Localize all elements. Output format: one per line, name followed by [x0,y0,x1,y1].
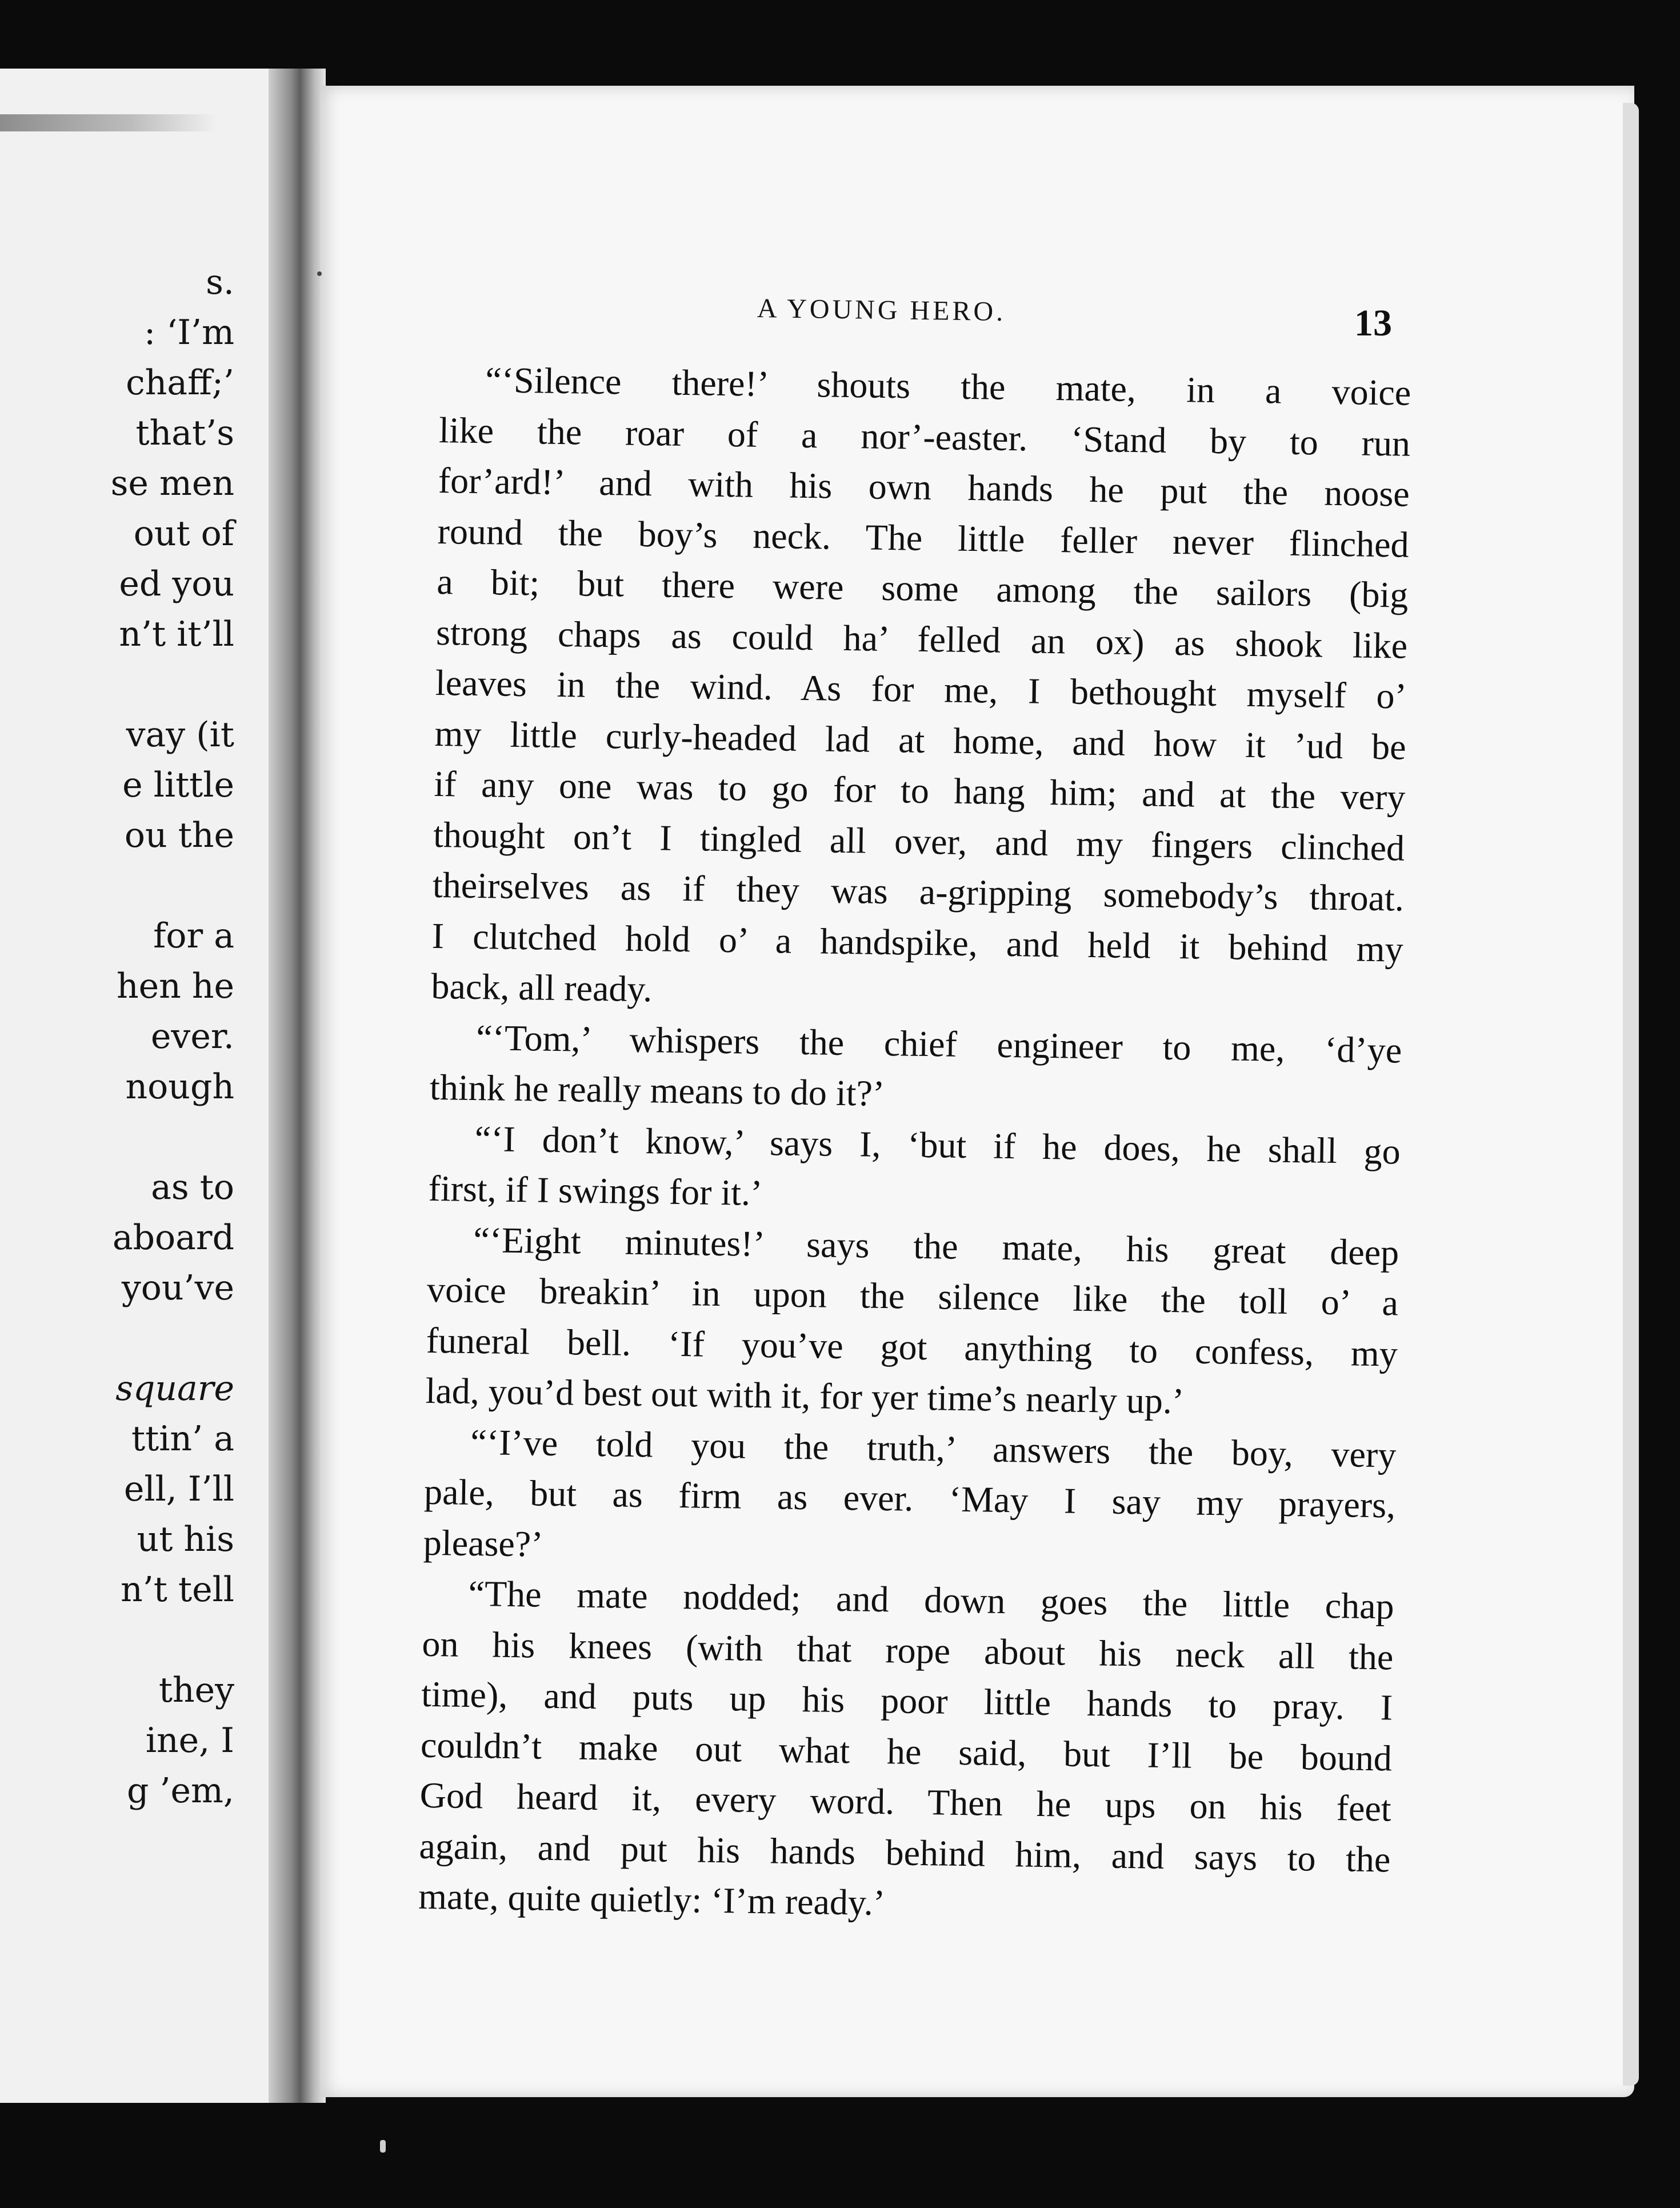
text-line: leaves in the wind. As for me, I bethought myself o’ [435,662,1407,717]
left-page-line [111,1112,234,1162]
text-line: lad, you’d best out with it, for yer time’s nearly up.’ [425,1370,1185,1422]
text-line: pale, but as firm as ever. ‘May I say my prayers, [423,1471,1396,1526]
left-page-line: chaff;’ [126,363,234,403]
scan-speck [380,2140,386,2153]
text-line: “‘Eight minutes!’ says the mate, his great deep [473,1219,1399,1273]
text-line: couldn’t make out what he said, but I’ll be bound [420,1724,1393,1778]
text-line: back, all ready. [431,965,653,1010]
text-line: on his knees (with that rope about his neck all the [422,1623,1394,1678]
text-line: I clutched hold o’ a handspike, and held it behind my [431,915,1404,970]
text-line: please?’ [423,1522,544,1565]
left-page-line: ed you [119,564,234,604]
left-page-line: they [158,1670,234,1710]
left-page-line: g ’em, [126,1771,234,1811]
book-gutter [269,69,326,2103]
left-page-line: ell, I’ll [123,1469,234,1509]
spine-mark [317,271,322,276]
left-page-line [111,1615,234,1665]
left-page-line: ine, I [145,1721,234,1761]
left-page-line: e little [122,765,234,805]
left-page-line: that’s [135,413,234,453]
text-line: “The mate nodded; and down goes the little chap [468,1573,1395,1627]
left-page-line [111,659,234,710]
text-line: strong chaps as could ha’ felled an ox) as shook like [435,611,1408,666]
text-line: for’ard!’ and with his own hands he put the noose [438,459,1410,514]
left-page-line: n’t it’ll [119,614,234,654]
left-page-line: s. [206,262,234,302]
page-number: 13 [1354,302,1392,344]
left-page-line [111,1313,234,1363]
text-line: God heard it, every word. Then he ups on his feet [419,1774,1392,1829]
text-line: “‘Tom,’ whispers the chief engineer to me, ‘d’ye [475,1017,1402,1071]
left-page-line: out of [133,514,234,554]
text-line: my little curly-headed lad at home, and how it ’ud be [434,713,1407,767]
text-line: time), and puts up his poor little hands to pray. I [421,1673,1393,1728]
left-page-line: for a [153,916,234,956]
text-line: round the boy’s neck. The little feller never flinched [437,510,1410,565]
text-line: think he really means to do it?’ [429,1066,885,1114]
text-line: “‘I’ve told you the truth,’ answers the boy, very [470,1421,1397,1475]
left-page-line: you’ve [121,1268,234,1308]
text-line: mate, quite quietly: ‘I’m ready.’ [418,1875,886,1923]
left-page-line: aboard [112,1218,234,1258]
left-page-line: ever. [150,1017,234,1057]
left-page-line: se men [110,463,234,503]
text-line: “‘Silence there!’ shouts the mate, in a voice [485,359,1411,413]
left-page-line: ut his [137,1519,234,1559]
text-line: first, if I swings for it.’ [428,1167,763,1214]
left-page-line: n’t tell [121,1570,234,1610]
left-page-line: ou the [124,815,234,855]
text-line: again, and put his hands behind him, and says to the [419,1825,1391,1879]
text-line: a bit; but there were some among the sailors (big [436,561,1409,615]
text-line: if any one was to go for to hang him; and at the very [434,763,1406,818]
left-page-line: nough [125,1067,234,1107]
left-page-line: ttin’ a [131,1419,234,1459]
left-page-line [111,861,234,911]
running-head: A YOUNG HERO. [757,293,1006,327]
text-line: voice breakin’ in upon the silence like the toll o’ a [426,1269,1399,1323]
left-page-line: as to [151,1167,234,1207]
left-page-line: : ‘I’m [143,313,234,353]
left-page-line: vay (it [126,715,234,755]
left-page-line: hen he [116,966,234,1006]
page-smudge [0,114,217,131]
text-line: funeral bell. ‘If you’ve got anything to confess, my [426,1319,1398,1374]
text-line: like the roar of a nor’-easter. ‘Stand by to run [438,409,1411,464]
left-page-line: square [115,1369,234,1409]
text-line: thought on’t I tingled all over, and my fingers clinched [433,814,1405,869]
text-line: theirselves as if they was a-gripping somebody’s throat. [432,864,1405,919]
page-edge [1623,103,1639,2086]
text-line: “‘I don’t know,’ says I, ‘but if he does, he shall go [474,1118,1401,1172]
body-text [418,354,1411,1935]
left-page-text-fragments [111,257,234,1816]
